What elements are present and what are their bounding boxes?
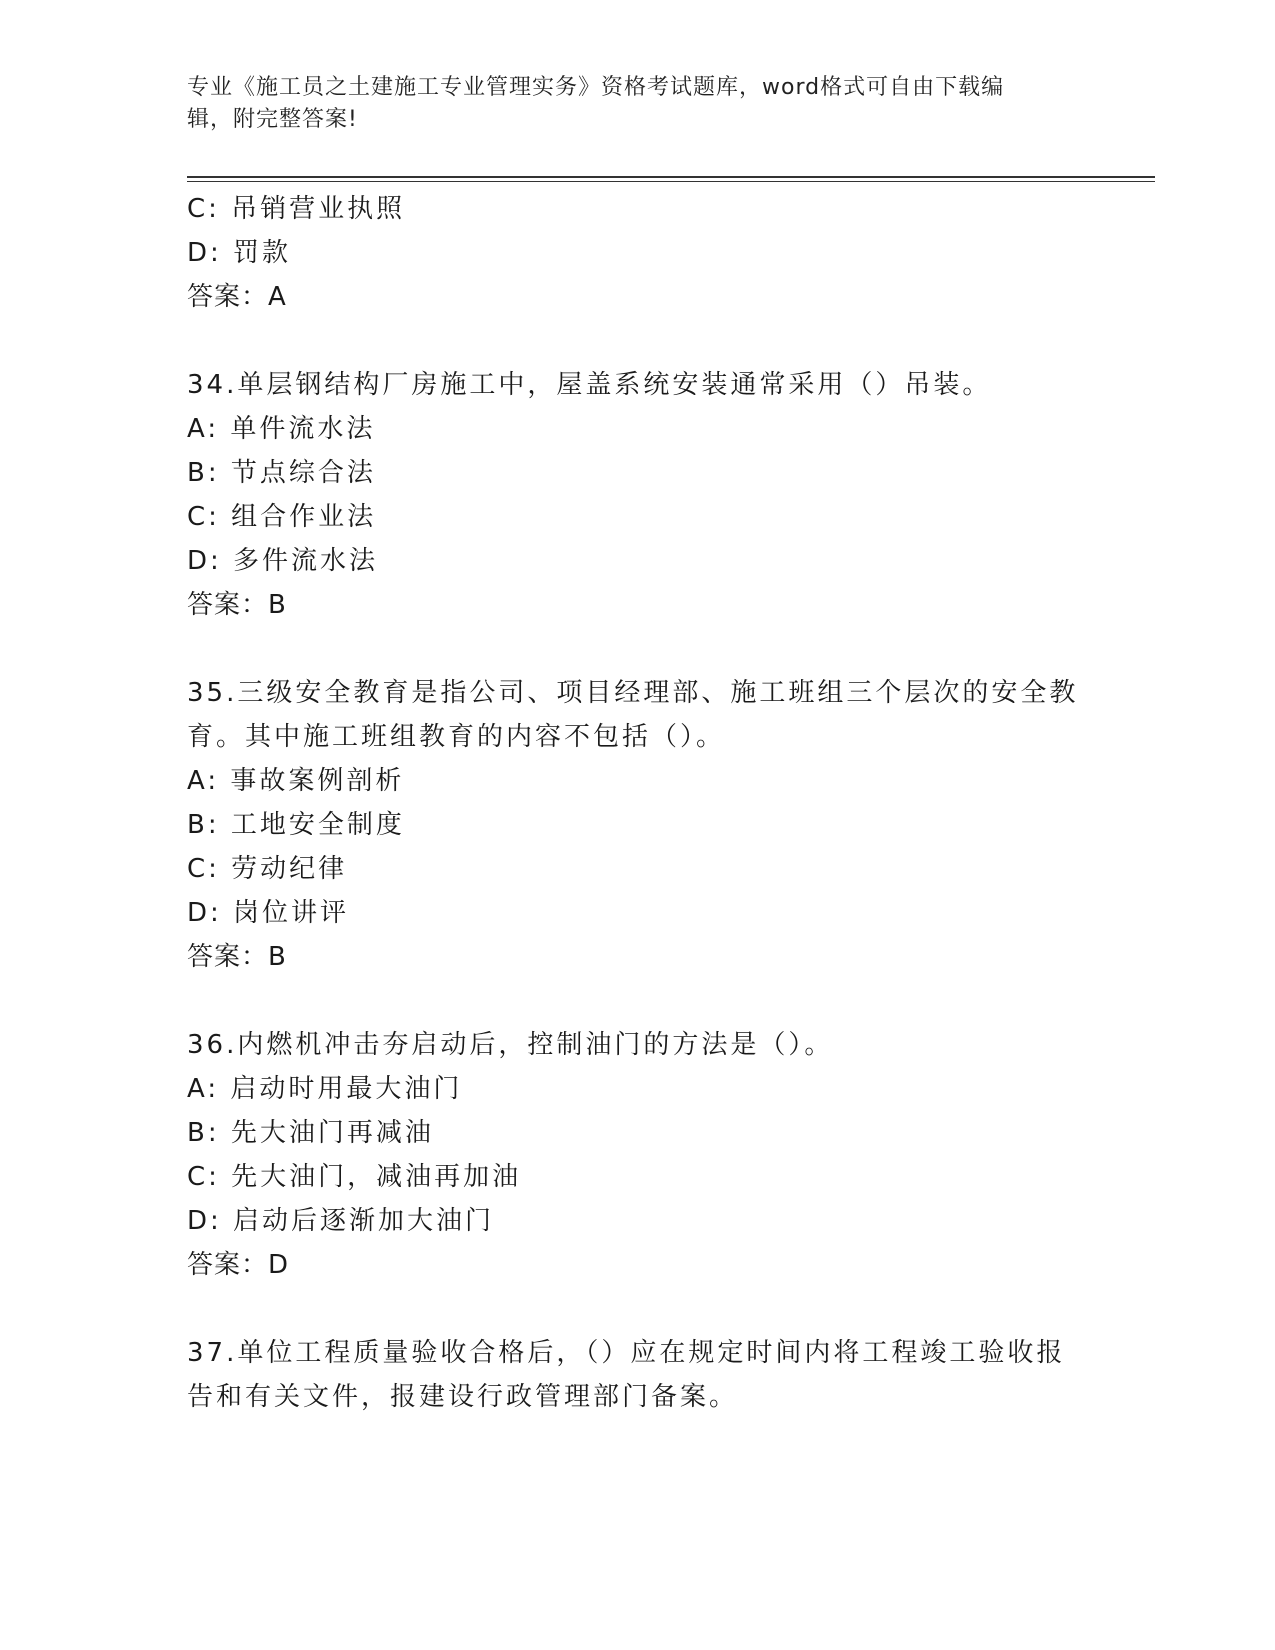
header-line-1: 专业《施工员之土建施工专业管理实务》资格考试题库，word格式可自由下载编	[187, 75, 1005, 100]
q37-question-line-1: 37.单位工程质量验收合格后，（）应在规定时间内将工程竣工验收报	[187, 1338, 1066, 1368]
q36-option-d: D: 启动后逐渐加大油门	[187, 1206, 495, 1236]
q34-option-d: D: 多件流水法	[187, 546, 379, 576]
q37-question-line-2: 告和有关文件，报建设行政管理部门备案。	[187, 1382, 739, 1412]
q36-option-a: A: 启动时用最大油门	[187, 1074, 463, 1104]
q36-answer: 答案：D	[187, 1250, 290, 1280]
q34-question: 34.单层钢结构厂房施工中，屋盖系统安装通常采用（）吊装。	[187, 370, 992, 400]
q34-option-a: A: 单件流水法	[187, 414, 376, 444]
q36-question: 36.内燃机冲击夯启动后，控制油门的方法是（）。	[187, 1030, 834, 1060]
q34-option-b: B: 节点综合法	[187, 458, 376, 488]
q35-option-d: D: 岗位讲评	[187, 898, 350, 928]
q35-option-c: C: 劳动纪律	[187, 854, 348, 884]
header-rule-thick	[187, 176, 1155, 178]
header-rule-thin	[187, 181, 1155, 182]
prev-option-c: C: 吊销营业执照	[187, 194, 406, 224]
q34-answer: 答案：B	[187, 590, 287, 620]
q35-option-a: A: 事故案例剖析	[187, 766, 405, 796]
q34-option-c: C: 组合作业法	[187, 502, 377, 532]
q35-option-b: B: 工地安全制度	[187, 810, 405, 840]
prev-option-d: D: 罚款	[187, 238, 292, 268]
q35-answer: 答案：B	[187, 942, 287, 972]
prev-answer: 答案：A	[187, 282, 287, 312]
document-header	[187, 72, 1067, 136]
q36-option-b: B: 先大油门再减油	[187, 1118, 434, 1148]
q35-question-line-1: 35.三级安全教育是指公司、项目经理部、施工班组三个层次的安全教	[187, 678, 1079, 708]
q36-option-c: C: 先大油门，减油再加油	[187, 1162, 522, 1192]
q35-question-line-2: 育。其中施工班组教育的内容不包括（）。	[187, 722, 726, 752]
header-line-2: 辑，附完整答案!	[187, 107, 358, 132]
